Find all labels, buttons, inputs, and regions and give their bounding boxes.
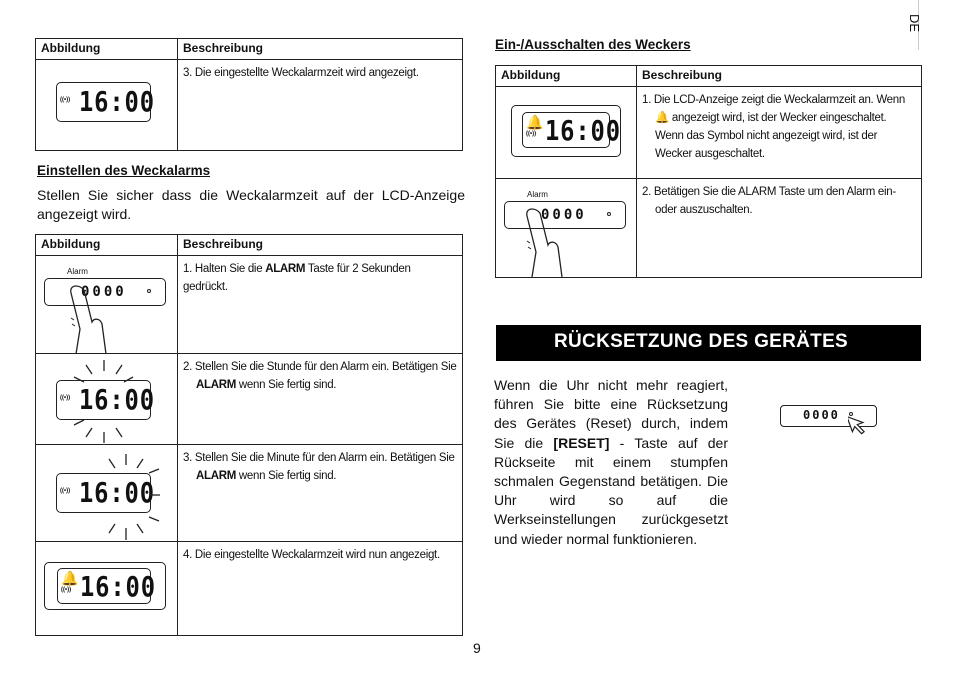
step-text: 3. Die eingestellte Weckalarmzeit wird angezeigt. xyxy=(183,67,419,79)
reset-dot-icon xyxy=(607,212,611,216)
alarm-bell-icon: 🔔 xyxy=(61,570,79,586)
lcd-time: 16:00 xyxy=(79,85,155,118)
description-cell xyxy=(637,87,922,179)
lcd-time: 16:00 xyxy=(79,476,155,509)
step-text: 1. Halten Sie die ALARM Taste für 2 Sekunden gedrückt. xyxy=(183,263,411,293)
col-header-description: Beschreibung xyxy=(178,39,463,60)
description-cell xyxy=(178,60,463,151)
description-cell xyxy=(178,256,463,354)
col-header-description: Beschreibung xyxy=(637,66,922,87)
lcd-time: 16:00 xyxy=(79,383,155,416)
lcd-display xyxy=(57,568,156,604)
blinking-minute-icon xyxy=(91,453,161,541)
set-alarm-table xyxy=(35,234,463,636)
reset-dot-icon xyxy=(147,289,151,293)
alarm-button-label: Alarm xyxy=(67,267,88,276)
alarm-button-label: Alarm xyxy=(527,190,548,199)
pressing-finger-icon xyxy=(56,284,116,354)
lcd-display xyxy=(56,82,155,122)
figure-cell xyxy=(496,179,637,278)
col-header-figure: Abbildung xyxy=(496,66,637,87)
blinking-hour-icon xyxy=(56,359,151,444)
reset-pointer-icon xyxy=(848,412,872,438)
col-header-figure: Abbildung xyxy=(36,39,178,60)
lcd-zeros: 0000 xyxy=(803,408,840,422)
page-number: 9 xyxy=(473,640,481,656)
figure-cell xyxy=(496,87,637,179)
alarm-signal-icon: ((•)) xyxy=(60,488,71,494)
description-cell xyxy=(637,179,922,278)
alarm-signal-icon: ((•)) xyxy=(61,587,72,593)
lcd-zeros: 0000 xyxy=(81,284,127,300)
language-tab-label: DE xyxy=(907,14,922,33)
lcd-frame xyxy=(511,105,621,157)
toggle-alarm-heading: Ein-/Ausschalten des Weckers xyxy=(495,37,691,52)
step-text: 2. Betätigen Sie die ALARM Taste um den Alarm ein- oder auszuschalten. xyxy=(642,186,896,216)
alarm-signal-icon: ((•)) xyxy=(60,97,71,103)
lcd-display xyxy=(522,112,621,148)
col-header-figure: Abbildung xyxy=(36,235,178,256)
top-table xyxy=(35,38,463,151)
reset-banner: RÜCKSETZUNG DES GERÄTES xyxy=(496,325,921,361)
step-text: 2. Stellen Sie die Stunde für den Alarm ein. Betätigen Sie ALARM wenn Sie fertig sind. xyxy=(183,361,457,391)
lcd-time: 16:00 xyxy=(545,114,621,147)
lcd-time: 16:00 xyxy=(80,570,156,603)
figure-cell xyxy=(36,542,178,636)
lcd-frame xyxy=(44,562,166,610)
figure-cell xyxy=(36,445,178,542)
description-cell xyxy=(178,354,463,445)
alarm-bell-icon: 🔔 xyxy=(526,114,544,130)
lcd-zeros: 0000 xyxy=(541,207,587,223)
alarm-signal-icon: ((•)) xyxy=(60,395,71,401)
alarm-bell-icon: 🔔 xyxy=(655,112,670,124)
alarm-signal-icon: ((•)) xyxy=(526,131,537,137)
figure-cell xyxy=(36,354,178,445)
description-cell xyxy=(178,445,463,542)
toggle-alarm-table xyxy=(495,65,922,278)
set-alarm-intro: Stellen Sie sicher dass die Weckalarmzeit auf der LCD-Anzeige angezeigt wird. xyxy=(37,187,465,222)
pressing-finger-icon xyxy=(512,207,572,277)
step-text: 4. Die eingestellte Weckalarmzeit wird nun angezeigt. xyxy=(183,549,440,561)
description-cell xyxy=(178,542,463,636)
figure-cell xyxy=(36,256,178,354)
language-tab xyxy=(918,0,954,50)
col-header-description: Beschreibung xyxy=(178,235,463,256)
reset-instructions: Wenn die Uhr nicht mehr reagiert, führen Sie bitte eine Rücksetzung des Gerätes (Reset) durch, indem Sie die [RESET] - Taste auf der Rückseite mit einem stumpfen schmalen Gegenstand betätigen. Die Uhr wird so auf die Werkseinstellungen zurückgesetzt und wieder normal funktionieren. xyxy=(494,377,728,547)
step-text: 3. Stellen Sie die Minute für den Alarm ein. Betätigen Sie ALARM wenn Sie fertig sind. xyxy=(183,452,455,482)
figure-cell xyxy=(36,60,178,151)
step-text: 1. Die LCD-Anzeige zeigt die Weckalarmzeit an. Wenn 🔔 angezeigt wird, ist der Wecker eingeschaltet. Wenn das Symbol nicht angezeigt wird, ist der Wecker ausgeschaltet. xyxy=(642,94,905,160)
set-alarm-heading: Einstellen des Weckalarms xyxy=(37,163,211,178)
